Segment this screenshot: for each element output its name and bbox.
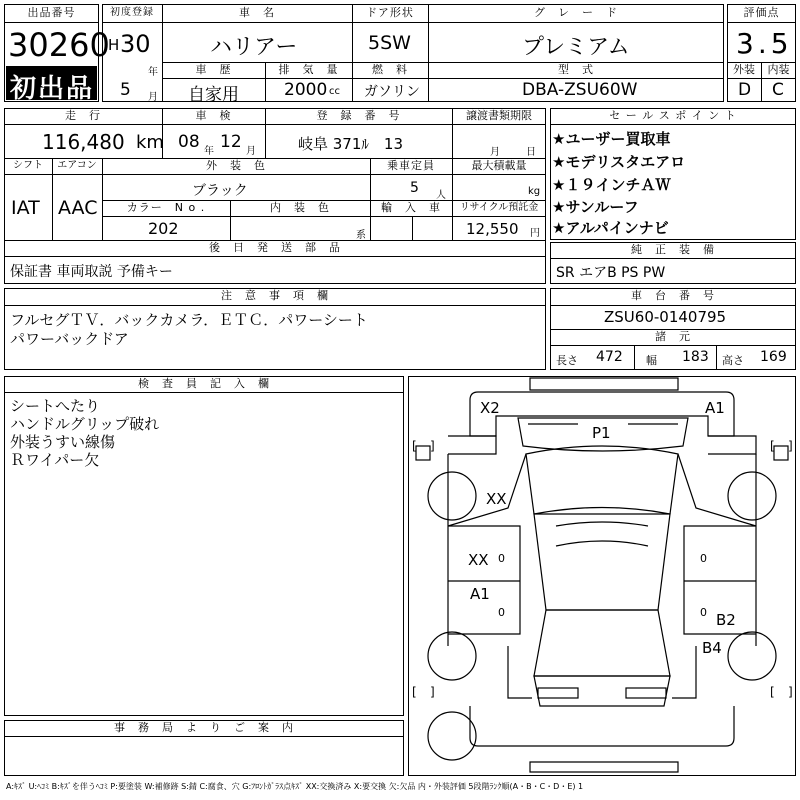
door-header: ドア形状	[366, 6, 414, 19]
svg-text:]: ]	[430, 685, 435, 699]
damage-mark: B4	[702, 639, 722, 657]
sales-point-item: ★１９インチＡＷ	[552, 176, 671, 194]
int-header: 内装	[767, 63, 790, 76]
later-parts-header: 後 日 発 送 部 品	[209, 241, 341, 254]
svg-text:]: ]	[788, 439, 793, 453]
transfer-day-unit: 日	[526, 147, 536, 158]
width-label: 幅	[646, 354, 657, 367]
svg-text:]: ]	[788, 685, 793, 699]
plate-header: 登 録 番 号	[316, 109, 401, 122]
ext-color-value: ブラック	[192, 183, 248, 199]
sales-point-item: ★アルパインナビ	[552, 219, 669, 237]
height-label: 高さ	[722, 354, 744, 367]
transfer-month-unit: 月	[490, 147, 500, 158]
damage-mark: X2	[480, 399, 500, 417]
equipment-value: SR エアB PS PW	[556, 265, 666, 281]
plate-value: 岐阜 371ﾙ 13	[298, 135, 403, 153]
first-reg-year: 30	[120, 30, 151, 58]
svg-text:0: 0	[700, 606, 707, 619]
capacity-value: 5	[410, 180, 419, 196]
recycle-header: リサイクル預託金	[459, 202, 539, 213]
notes-header: 注 意 事 項 欄	[221, 289, 329, 302]
svg-text:0: 0	[498, 552, 505, 565]
first-reg-month-unit: 月	[148, 92, 158, 103]
sales-point-item: ★モデリスタエアロ	[552, 153, 686, 171]
notes-line: フルセグＴＶ．バックカメラ．ＥＴＣ．パワーシート	[10, 311, 368, 329]
fuel-value: ガソリン	[364, 84, 420, 100]
int-color-unit: 系	[356, 230, 366, 241]
shift-header: シフト	[13, 160, 43, 171]
int-score: C	[772, 80, 784, 100]
displacement-unit: cc	[329, 86, 340, 97]
damage-mark: XX	[468, 551, 489, 569]
model-type-header: 型 式	[558, 63, 594, 76]
history-value: 自家用	[188, 85, 239, 105]
height-value: 169	[760, 349, 787, 365]
mileage-value: 116,480	[42, 130, 125, 154]
legend-text: A:ｷｽﾞ U:ﾍｺﾐ B:ｷｽﾞを伴うﾍｺﾐ P:要塗装 W:補修跡 S:錆 C:腐食、穴 G:ﾌﾛﾝﾄｶﾞﾗｽ点ｷｽﾞ XX:交換済み X:要交換 欠:欠品 内・外装評価 5段階ﾗﾝｸ順(A・B・C・D・E) 1	[6, 782, 584, 791]
inspection-month: 12	[220, 132, 242, 152]
svg-text:0: 0	[700, 552, 707, 565]
model-type-value: DBA-ZSU60W	[522, 80, 638, 100]
inspector-line: Ｒワイパー欠	[10, 451, 100, 469]
first-reg-era: H	[108, 36, 120, 54]
ext-header: 外装	[733, 63, 755, 76]
width-value: 183	[682, 349, 709, 365]
svg-text:]: ]	[430, 439, 435, 453]
fuel-header: 燃 料	[372, 63, 408, 76]
inspection-year-unit: 年	[204, 146, 214, 157]
recycle-value: 12,550	[466, 220, 519, 238]
office-header: 事 務 局 よ り ご 案 内	[114, 721, 294, 734]
grade-value: プレミアム	[522, 35, 630, 60]
later-parts-value: 保証書 車両取説 予備キー	[10, 264, 173, 280]
damage-mark: P1	[592, 424, 611, 442]
first-reg-month: 5	[120, 80, 131, 100]
score-value: 3.5	[736, 27, 793, 60]
capacity-header: 乗車定員	[387, 159, 435, 172]
displacement-header: 排 気 量	[278, 63, 339, 76]
inspector-header: 検 査 員 記 入 欄	[138, 377, 270, 390]
int-color-header: 内 装 色	[270, 201, 330, 214]
chassis-value: ZSU60-0140795	[604, 308, 727, 326]
inspection-header: 車 検	[195, 109, 232, 122]
ext-color-header: 外 装 色	[206, 159, 266, 172]
svg-text:[: [	[412, 685, 417, 699]
max-load-unit: kg	[528, 186, 541, 197]
color-no-value: 202	[148, 219, 179, 238]
displacement-value: 2000	[284, 80, 328, 100]
aircon-value: AAC	[58, 197, 98, 219]
capacity-unit: 人	[436, 190, 446, 201]
dims-header: 諸 元	[655, 330, 691, 343]
history-header: 車 歴	[195, 63, 232, 76]
svg-text:[: [	[412, 439, 417, 453]
svg-text:[: [	[770, 685, 775, 699]
score-header: 評価点	[743, 6, 780, 19]
inspection-year: 08	[178, 132, 200, 152]
length-value: 472	[596, 349, 623, 365]
car-name: ハリアー	[210, 35, 298, 60]
sales-point-item: ★ユーザー買取車	[552, 130, 671, 148]
door-value: 5SW	[368, 32, 411, 54]
sales-points-header: セ ー ル ス ポ イ ン ト	[609, 109, 737, 122]
transfer-header: 譲渡書類期限	[466, 109, 532, 122]
first-reg-header: 初度登録	[110, 7, 154, 18]
ext-score: D	[738, 80, 752, 100]
car-name-header: 車 名	[239, 6, 275, 19]
inspection-month-unit: 月	[246, 146, 256, 157]
import-header: 輸 入 車	[381, 201, 441, 214]
inspector-line: 外装うすい線傷	[10, 433, 116, 451]
grade-header: グ レ ー ド	[534, 6, 618, 19]
length-label: 長さ	[556, 354, 578, 367]
shift-value: IAT	[11, 197, 40, 219]
first-listing-label: 初出品	[10, 74, 95, 104]
aircon-header: エアコン	[57, 160, 97, 171]
svg-text:0: 0	[498, 606, 505, 619]
notes-line: パワーバックドア	[10, 330, 129, 348]
first-reg-year-unit: 年	[148, 67, 158, 78]
mileage-unit: km	[136, 132, 164, 153]
color-no-header: カラー N o .	[126, 201, 206, 214]
equipment-header: 純 正 装 備	[631, 243, 715, 256]
damage-mark: B2	[716, 611, 736, 629]
lot-header: 出品番号	[27, 6, 76, 19]
max-load-header: 最大積載量	[471, 159, 527, 172]
recycle-unit: 円	[530, 228, 540, 239]
damage-mark: XX	[486, 490, 507, 508]
damage-mark: A1	[705, 399, 725, 417]
chassis-header: 車 台 番 号	[631, 289, 715, 302]
sales-point-item: ★サンルーフ	[552, 198, 639, 216]
inspector-line: ハンドルグリップ破れ	[10, 415, 160, 433]
inspector-line: シートへたり	[10, 397, 101, 415]
svg-text:[: [	[770, 439, 775, 453]
lot-number: 30260	[8, 26, 110, 64]
damage-mark: A1	[470, 585, 490, 603]
mileage-header: 走 行	[65, 109, 101, 122]
